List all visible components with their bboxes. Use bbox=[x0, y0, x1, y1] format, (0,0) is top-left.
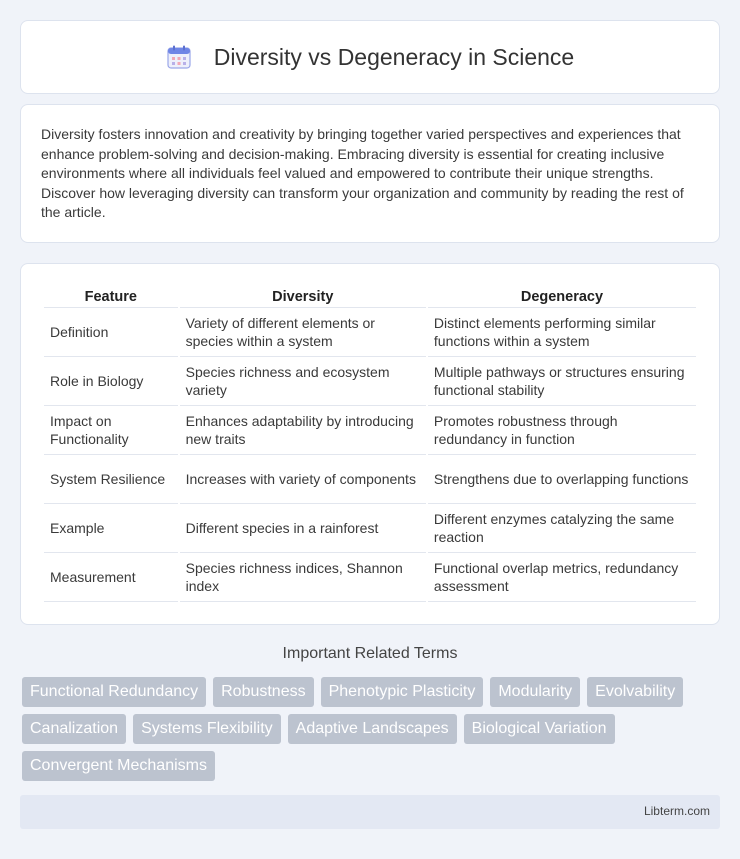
table-cell: System Resilience bbox=[44, 455, 178, 504]
related-term-tag[interactable]: Modularity bbox=[490, 677, 580, 707]
related-terms-list bbox=[22, 677, 722, 788]
intro-text: Diversity fosters innovation and creativity by bringing together varied perspectives and experiences that enhance problem-solving and decision-making. Embracing diversity is essential for creating inclusive environments where all individuals feel valued and empowered to contribute their unique strengths. Discover how leveraging diversity can transform your organization and community by reading the rest of the article. bbox=[41, 126, 684, 221]
table-cell: Promotes robustness through redundancy in function bbox=[428, 406, 696, 455]
table-cell: Increases with variety of components bbox=[180, 455, 426, 504]
related-term-tag[interactable]: Adaptive Landscapes bbox=[288, 714, 457, 744]
page-title: Diversity vs Degeneracy in Science bbox=[213, 43, 575, 70]
header-diversity: Diversity bbox=[180, 284, 426, 308]
table-cell: Definition bbox=[44, 308, 178, 357]
table-row bbox=[44, 553, 696, 602]
table-cell: Example bbox=[44, 504, 178, 553]
table-cell: Distinct elements performing similar functions within a system bbox=[428, 308, 696, 357]
related-term-tag[interactable]: Functional Redundancy bbox=[22, 677, 206, 707]
related-term-tag[interactable]: Systems Flexibility bbox=[133, 714, 281, 744]
footer-site-link[interactable]: Libterm.com bbox=[643, 804, 710, 818]
table-row bbox=[44, 357, 696, 406]
table-cell: Species richness indices, Shannon index bbox=[180, 553, 426, 602]
related-term-tag[interactable]: Phenotypic Plasticity bbox=[321, 677, 484, 707]
table-cell: Strengthens due to overlapping functions bbox=[428, 455, 696, 504]
intro-card bbox=[20, 104, 720, 243]
related-term-tag[interactable]: Evolvability bbox=[587, 677, 683, 707]
related-term-tag[interactable]: Robustness bbox=[213, 677, 314, 707]
related-terms-title: Important Related Terms bbox=[282, 645, 458, 662]
header-degeneracy: Degeneracy bbox=[428, 284, 696, 308]
footer-bar bbox=[20, 795, 720, 829]
header-card bbox=[20, 20, 720, 94]
table-cell: Enhances adaptability by introducing new traits bbox=[180, 406, 426, 455]
table-row bbox=[44, 504, 696, 553]
table-row bbox=[44, 406, 696, 455]
related-term-tag[interactable]: Biological Variation bbox=[464, 714, 615, 744]
related-term-tag[interactable]: Canalization bbox=[22, 714, 126, 744]
table-cell: Different species in a rainforest bbox=[180, 504, 426, 553]
table-row bbox=[44, 308, 696, 357]
header-feature: Feature bbox=[44, 284, 178, 308]
table-cell: Role in Biology bbox=[44, 357, 178, 406]
table-cell: Species richness and ecosystem variety bbox=[180, 357, 426, 406]
table-cell: Impact on Functionality bbox=[44, 406, 178, 455]
related-term-tag[interactable]: Convergent Mechanisms bbox=[22, 751, 215, 781]
comparison-table bbox=[42, 284, 698, 602]
comparison-table-card bbox=[20, 263, 720, 625]
table-cell: Variety of different elements or species within a system bbox=[180, 308, 426, 357]
table-cell: Functional overlap metrics, redundancy assessment bbox=[428, 553, 696, 602]
table-row bbox=[44, 455, 696, 504]
table-cell: Different enzymes catalyzing the same reaction bbox=[428, 504, 696, 553]
table-header-row bbox=[44, 284, 696, 308]
table-cell: Multiple pathways or structures ensuring functional stability bbox=[428, 357, 696, 406]
calendar-icon bbox=[166, 44, 192, 70]
table-cell: Measurement bbox=[44, 553, 178, 602]
